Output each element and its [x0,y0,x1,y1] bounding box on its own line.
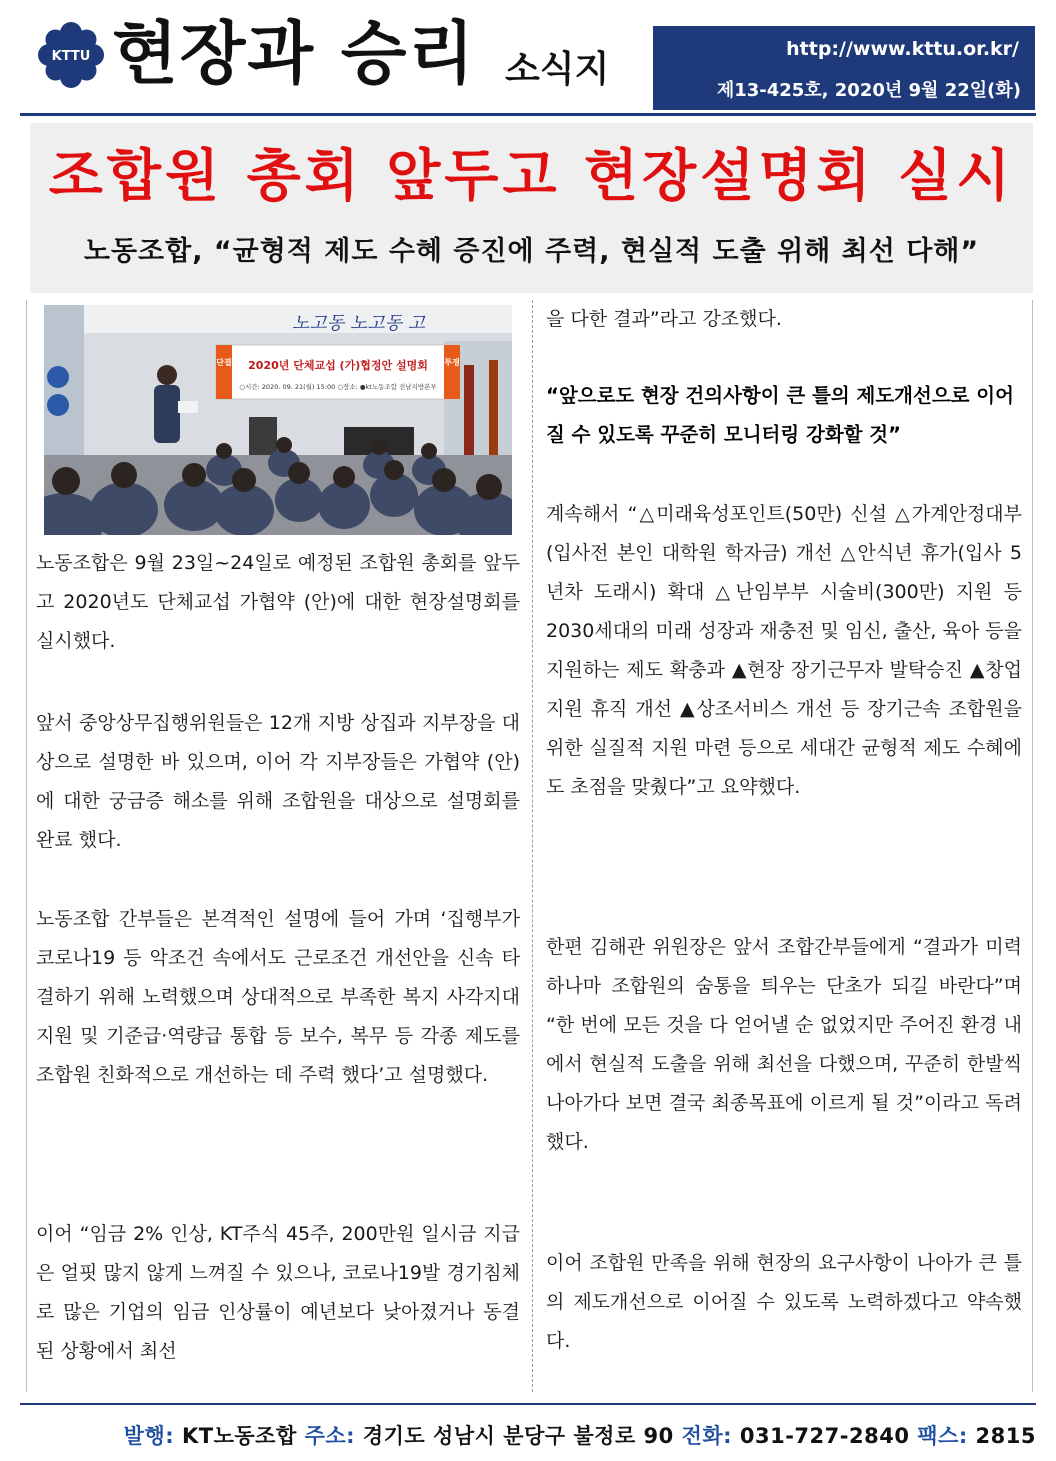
kttu-logo-icon [38,22,104,88]
article-paragraph-1: 노동조합은 9월 23일~24일로 예정된 조합원 총회를 앞두고 2020년도 단체교섭 가협약 (안)에 대한 현장설명회를 실시했다. [36,552,520,652]
svg-text:투쟁: 투쟁 [444,358,460,367]
column-divider [532,300,534,1392]
svg-text:노고동 노고동 고: 노고동 노고동 고 [292,313,426,334]
address-value: 경기도 성남시 분당구 불정로 90 [362,1424,674,1448]
phone-value: 031-727-2840 [739,1424,910,1448]
address-label: 주소: [304,1424,356,1448]
footer-divider [20,1403,1036,1405]
headline-box [30,123,1033,293]
article-paragraph-2: 앞서 중앙상무집행위원들은 12개 지방 상집과 지부장을 대상으로 설명한 바 있으며, 이어 각 지부장들은 가협약 (안)에 대한 궁금증 해소를 위해 조합원을 대상으로 설명회를 완료 했다. [36,712,520,851]
article-paragraph-5: 계속해서 “△미래육성포인트(50만) 신설 △가계안정대부(입사전 본인 대학원 학자금) 개선 △안식년 휴가(입사 5년차 도래시) 확대 △난임부부 시술비(300만) 지원 등 2030세대의 미래 성장과 재충전 및 임신, 출산, 육아 등을 지원하는 제도 확충과 ▲현장 장기근무자 발탁승진 ▲창업지원 휴직 개선 ▲상조서비스 개선 등 장기근속 조합원을 위한 실질적 지원 마련 등으로 세대간 균형적 제도 수혜에도 초점을 맞췄다”고 요약했다. [546,503,1022,798]
issue-number-date: 제13-425호, 2020년 9월 22일(화) [716,80,1021,101]
masthead-subtitle: 소식지 [505,48,610,90]
article-paragraph-continued: 을 다한 결과”라고 강조했다. [546,308,782,330]
headline-title: 조합원 총회 앞두고 현장설명회 실시 [48,144,1015,209]
article-paragraph-3: 노동조합 간부들은 본격적인 설명에 들어 가며 ‘집행부가 코로나19 등 악조건 속에서도 근로조건 개선안을 신속 타결하기 위해 노력했으며 상대적으로 부족한 복지 사각지대 지원 및 기준급·역량급 통합 등 보수, 복무 등 각종 제도를 조합원 친화적으로 개선하는 데 주력 했다’고 설명했다. [36,908,520,1086]
meeting-photo-illustration [44,305,512,535]
article-paragraph-4: 이어 “임금 2% 인상, KT주식 45주, 200만원 일시금 지급은 얼핏 많지 않게 느껴질 수 있으나, 코로나19발 경기침체로 많은 기업의 임금 인상률이 예년보다 낮아졌거나 동결 된 상황에서 최선 [36,1223,520,1362]
masthead-title: 현장과 승리 [112,14,477,94]
publisher-footer [0,1420,1036,1450]
header-divider [20,113,1036,116]
svg-text:○시간: 2020. 09. 21(월) 15:00 ○: ○시간: 2020. 09. 21(월) 15:00 ○장소: ●kt노동조합 전남지방본부 [239,383,437,391]
phone-label: 전화: [681,1424,733,1448]
publisher-name: KT노동조합 [182,1424,297,1448]
right-border [1032,300,1033,1392]
article-paragraph-7: 이어 조합원 만족을 위해 현장의 요구사항이 나아가 큰 틀의 제도개선으로 이어질 수 있도록 노력하겠다고 약속했다. [546,1252,1022,1352]
svg-text:2020년 단체교섭 (가)협정안 설명회: 2020년 단체교섭 (가)협정안 설명회 [248,359,428,372]
meeting-photo [44,305,512,535]
publisher-label: 발행: [123,1424,175,1448]
website-link[interactable]: http://www.kttu.or.kr/ [786,38,1019,60]
fax-label: 팩스: [917,1424,968,1448]
issue-info-box [653,26,1035,110]
fax-value: 2815 [975,1424,1036,1448]
left-border [26,300,27,1392]
svg-text:KTTU: KTTU [51,49,91,64]
headline-subtitle: 노동조합, “균형적 제도 수혜 증진에 주력, 현실적 도출 위해 최선 다해” [83,236,980,267]
svg-text:단결: 단결 [216,358,232,367]
pull-quote: “앞으로도 현장 건의사항이 큰 틀의 제도개선으로 이어질 수 있도록 꾸준히 모니터링 강화할 것” [546,384,1014,446]
article-paragraph-6: 한편 김해관 위원장은 앞서 조합간부들에게 “결과가 미력하나마 조합원의 숨통을 틔우는 단초가 되길 바란다”며 “한 번에 모든 것을 다 얻어낼 순 없었지만 주어진 환경 내에서 현실적 도출을 위해 최선을 다했으며, 꾸준히 한발씩 나아가다 보면 결국 최종목표에 이르게 될 것”이라고 독려했다. [546,936,1022,1153]
